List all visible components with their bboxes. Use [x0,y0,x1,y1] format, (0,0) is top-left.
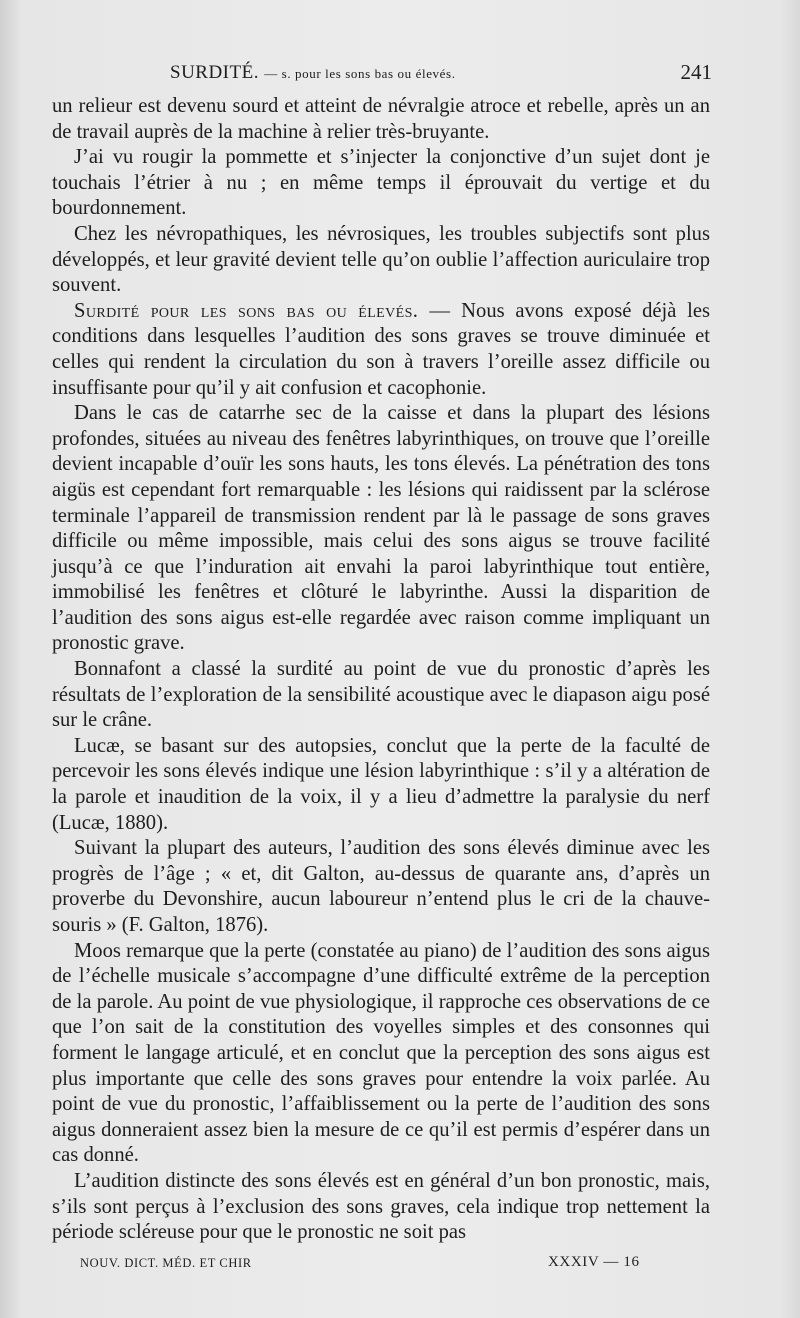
paragraph-continuation: un relieur est devenu sourd et atteint de névralgie atroce et rebelle, après un an de travail auprès de la machine à relier très-bruyante. [52,95,710,143]
paragraph-text: Nous avons exposé déjà les conditions dans lesquelles l’audition des sons graves se trouve diminuée et celles qui rendent la circulation du son à travers l’oreille assez difficile ou insuffisante pour qu’il y ait confusion et cacophonie. [52,299,710,399]
page-header [52,60,712,88]
running-title: SURDITÉ. [170,62,259,83]
running-head [170,62,456,84]
page-number: 241 [680,60,712,84]
paragraph-subsection [52,299,710,401]
footer-signature: XXXIV — 16 [548,1254,640,1270]
paragraph: Chez les névropathiques, les névrosiques, les troubles subjectifs sont plus développés, et leur gravité devient telle qu’on oublie l’affection auriculaire trop souvent. [52,222,710,297]
running-section: — s. pour les sons bas ou élevés. [264,66,456,81]
paragraph: Bonnafont a classé la surdité au point de vue du pronostic d’après les résultats de l’exploration de la sensibilité acoustique avec le diapason aigu posé sur le crâne. [52,658,710,732]
paragraph: J’ai vu rougir la pommette et s’injecter la conjonctive d’un sujet dont je touchais l’étrier à nu ; en même temps il éprouvait du vertige et du bourdonnement. [52,146,710,220]
paragraph: L’audition distincte des sons élevés est en général d’un bon pronostic, mais, s’ils sont perçus à l’exclusion des sons graves, cela indique trop nettement la période scléreuse pour que le pronostic ne soit pas [52,1169,710,1244]
paragraph: Moos remarque que la perte (constatée au piano) de l’audition des sons aigus de l’échelle musicale s’accompagne d’une difficulté extrême de la perception de la parole. Au point de vue physiologique, il rapproche ces observations de ce que l’on sait de la constitution des voyelles simples et des consonnes qui forment le langage articulé, et en conclut que la perception des sons aigus est plus importante que celle des sons graves pour entendre la voix parlée. Au point de vue du pronostic, l’affaiblissement ou la perte de l’audition des sons aigus donneraient assez bien la mesure de ce qu’il est permis d’espérer dans un cas donné. [52,939,710,1167]
paragraph: Suivant la plupart des auteurs, l’audition des sons élevés diminue avec les progrès de l’âge ; « et, dit Galton, au-dessus de quarante ans, d’après un proverbe du Devonshire, aucun laboureur n’entend plus le cri de la chauve-souris » (F. Galton, 1876). [52,837,710,936]
body-text [52,94,710,1246]
paragraph: Dans le cas de catarrhe sec de la caisse et dans la plupart des lésions profondes, situées au niveau des fenêtres labyrinthiques, on trouve que l’oreille devient incapable d’ouïr les sons hauts, les tons élevés. La pénétration des tons aigüs est cependant fort remarquable : les lésions qui raidissent par la sclérose terminale l’appareil de transmission rendent par là le passage de sons graves difficile ou même impossible, mais celui des sons aigus se trouve facilité jusqu’à ce que l’induration ait envahi la paroi labyrinthique tout entière, immobilisé les fenêtres et clôturé le labyrinthe. Aussi la disparition de l’audition des sons aigus est-elle regardée avec raison comme impliquant un pronostic grave. [52,402,710,655]
footer-publication: NOUV. DICT. MÉD. ET CHIR [80,1256,252,1270]
page-footer [80,1254,700,1274]
subsection-heading: Surdité pour les sons bas ou élevés. — [74,299,451,322]
paragraph: Lucæ, se basant sur des autopsies, conclut que la perte de la faculté de percevoir les sons élevés indique une lésion labyrinthique : s’il y a altération de la parole et inaudition de la voix, il y a lieu d’admettre la paralysie du nerf (Lucæ, 1880). [52,734,710,834]
